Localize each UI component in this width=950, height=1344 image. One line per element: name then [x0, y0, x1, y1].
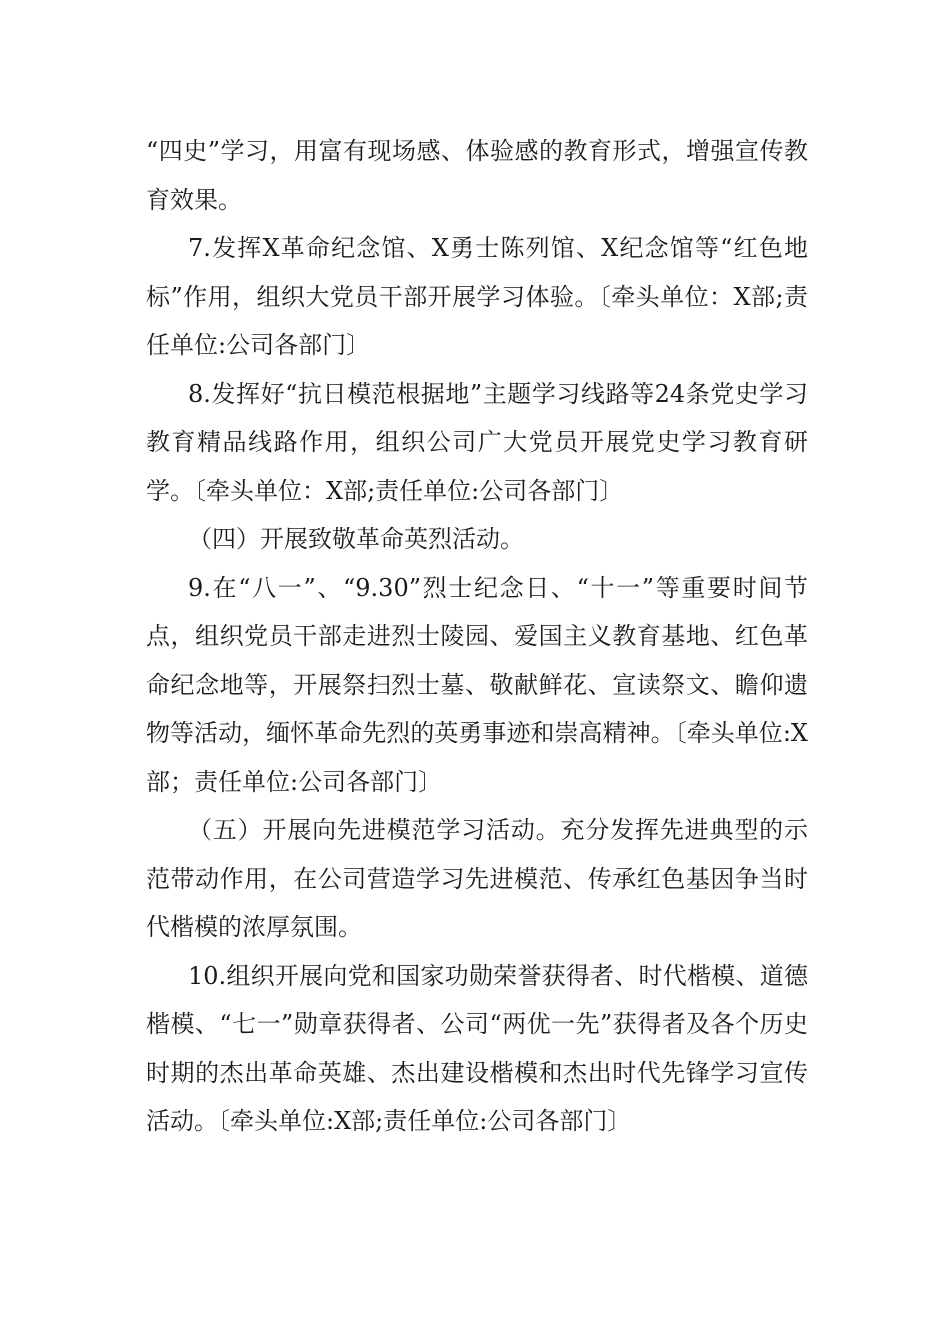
section-heading-4: （四）开展致敬革命英烈活动。	[188, 525, 524, 553]
paragraph-item-9: 9.在“八一”、“9.30”烈士纪念日、“十一”等重要时间节点，组织党员干部走进烈士陵园、爱国主义教育基地、红色革命纪念地等，开展祭扫烈士墓、敬献鲜花、宣读祭文、瞻仰遗物等活动，缅怀革命先烈的英勇事迹和崇高精神。〔牵头单位:X部；责任单位:公司各部门〕	[146, 573, 808, 796]
paragraph-continuation: “四史”学习，用富有现场感、体验感的教育形式，增强宣传教育效果。	[146, 137, 808, 214]
section-heading-5: （五）开展向先进模范学习活动。充分发挥先进典型的示范带动作用，在公司营造学习先进模范、传承红色基因争当时代楷模的浓厚氛围。	[146, 816, 808, 941]
paragraph-item-10: 10.组织开展向党和国家功勋荣誉获得者、时代楷模、道德楷模、“七一”勋章获得者、公司“两优一先”获得者及各个历史时期的杰出革命英雄、杰出建设楷模和杰出时代先锋学习宣传活动。〔牵头单位:X部;责任单位:公司各部门〕	[146, 961, 808, 1135]
paragraph-item-8: 8.发挥好“抗日模范根据地”主题学习线路等24条党史学习教育精品线路作用，组织公司广大党员开展党史学习教育研学。〔牵头单位：X部;责任单位:公司各部门〕	[146, 379, 808, 505]
document-body	[146, 127, 808, 1146]
paragraph-item-7: 7.发挥X革命纪念馆、X勇士陈列馆、X纪念馆等“红色地标”作用，组织大党员干部开展学习体验。〔牵头单位：X部;责任单位:公司各部门〕	[146, 234, 808, 359]
